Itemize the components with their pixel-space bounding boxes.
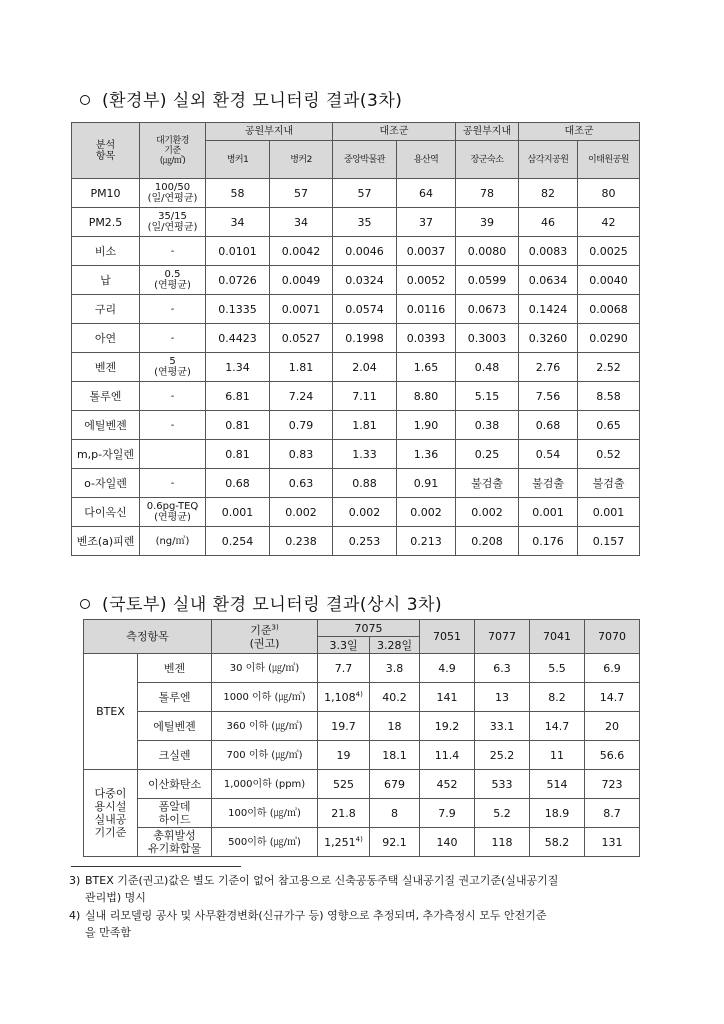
row-value: 0.68	[206, 469, 270, 498]
row-value: 141	[420, 683, 475, 712]
row-standard: -	[140, 411, 206, 440]
header-site: 병커1	[206, 141, 270, 179]
row-value: 0.0324	[333, 266, 397, 295]
row-value: 56.6	[585, 741, 640, 770]
table-row	[84, 712, 640, 741]
row-value: 0.001	[206, 498, 270, 527]
row-value: 0.001	[519, 498, 578, 527]
row-value: 0.208	[456, 527, 519, 556]
row-value: 2.76	[519, 353, 578, 382]
row-value: 25.2	[475, 741, 530, 770]
row-value: 0.38	[456, 411, 519, 440]
row-value: 0.0025	[578, 237, 640, 266]
row-value: 0.0634	[519, 266, 578, 295]
circle-bullet-icon	[80, 95, 90, 105]
row-standard: -	[140, 382, 206, 411]
row-value: 1.33	[333, 440, 397, 469]
header-unit-7051: 7051	[420, 620, 475, 654]
row-value: 0.0726	[206, 266, 270, 295]
row-value: 34	[270, 208, 333, 237]
table-row	[84, 741, 640, 770]
row-value-date2: 40.2	[370, 683, 420, 712]
row-value-date1: 1,251$^{4)}$	[318, 828, 370, 857]
row-value: 0.0046	[333, 237, 397, 266]
row-value-date2: 8	[370, 799, 420, 828]
row-standard: 500이하 (㎍/㎥)	[212, 828, 318, 857]
row-value: 0.254	[206, 527, 270, 556]
row-value: 723	[585, 770, 640, 799]
row-standard: 100/50 (일/연평균)	[140, 179, 206, 208]
row-value: 0.0049	[270, 266, 333, 295]
row-value: 0.65	[578, 411, 640, 440]
row-value: 18.9	[530, 799, 585, 828]
row-value: 불검출	[578, 469, 640, 498]
row-value-date2: 3.8	[370, 654, 420, 683]
row-value: 8.58	[578, 382, 640, 411]
row-value: 0.238	[270, 527, 333, 556]
table-row	[72, 382, 640, 411]
footnote-4: 4) 실내 리모델링 공사 및 사무환경변화(신규가구 등) 영향으로 추정되며, 추가측정시 모두 안전기준 을 만족함	[69, 909, 547, 939]
table-row	[72, 179, 640, 208]
row-value: 0.0116	[397, 295, 456, 324]
row-value: 4.9	[420, 654, 475, 683]
row-value: 1.36	[397, 440, 456, 469]
row-value: 58	[206, 179, 270, 208]
row-value: 37	[397, 208, 456, 237]
row-value: 0.3003	[456, 324, 519, 353]
footnote-3: 3) BTEX 기준(권고)값은 별도 기준이 없어 참고용으로 신축공동주택 실내공기질 권고기준(실내공기질 관리법) 명시	[69, 874, 559, 904]
row-value: 11.4	[420, 741, 475, 770]
row-value: 7.24	[270, 382, 333, 411]
table-row	[72, 440, 640, 469]
row-value: 0.3260	[519, 324, 578, 353]
row-standard: 0.6pg-TEQ (연평균)	[140, 498, 206, 527]
row-item: 구리	[72, 295, 140, 324]
row-value: 13	[475, 683, 530, 712]
row-standard: 1000 이하 (㎍/㎥)	[212, 683, 318, 712]
row-value: 64	[397, 179, 456, 208]
row-value: 8.80	[397, 382, 456, 411]
row-item: 이산화탄소	[138, 770, 212, 799]
section2-heading	[80, 590, 442, 615]
row-standard: 360 이하 (㎍/㎥)	[212, 712, 318, 741]
row-value: 0.253	[333, 527, 397, 556]
table-row	[84, 828, 640, 857]
row-value: 58.2	[530, 828, 585, 857]
header-site: 삼각지공원	[519, 141, 578, 179]
row-value: 0.213	[397, 527, 456, 556]
row-value: 0.0673	[456, 295, 519, 324]
header-unit-7070: 7070	[585, 620, 640, 654]
header-group-control2: 대조군	[519, 123, 640, 141]
row-item: 다이옥신	[72, 498, 140, 527]
row-value: 불검출	[519, 469, 578, 498]
row-value: 0.0080	[456, 237, 519, 266]
table-row	[72, 527, 640, 556]
row-standard: -	[140, 324, 206, 353]
row-value: 1.90	[397, 411, 456, 440]
row-value: 0.157	[578, 527, 640, 556]
row-item: PM10	[72, 179, 140, 208]
row-item: 총휘발성 유기화합물	[138, 828, 212, 857]
row-item: 벤젠	[138, 654, 212, 683]
row-value: 0.1335	[206, 295, 270, 324]
row-value: 35	[333, 208, 397, 237]
row-value: 0.0068	[578, 295, 640, 324]
row-value: 1.81	[333, 411, 397, 440]
row-value: 0.002	[397, 498, 456, 527]
row-value: 14.7	[530, 712, 585, 741]
row-item: 폼알데 하이드	[138, 799, 212, 828]
row-standard: 100이하 (㎍/㎥)	[212, 799, 318, 828]
row-standard: (ng/㎥)	[140, 527, 206, 556]
row-value: 7.56	[519, 382, 578, 411]
table-row	[84, 654, 640, 683]
row-value: 118	[475, 828, 530, 857]
row-item: 톨루엔	[72, 382, 140, 411]
header-site: 장군숙소	[456, 141, 519, 179]
header-standard2: 기준$^{3)}$ (권고)	[212, 620, 318, 654]
row-value: 0.0393	[397, 324, 456, 353]
row-value: 0.48	[456, 353, 519, 382]
row-item: 크실렌	[138, 741, 212, 770]
row-value: 5.15	[456, 382, 519, 411]
header-site: 용산역	[397, 141, 456, 179]
row-value: 0.79	[270, 411, 333, 440]
table-row	[84, 683, 640, 712]
header-standard: 대기환경 기준 (㎍/㎥)	[140, 123, 206, 179]
row-value-date1: 21.8	[318, 799, 370, 828]
row-value: 2.52	[578, 353, 640, 382]
row-standard: -	[140, 237, 206, 266]
row-value: 0.002	[333, 498, 397, 527]
row-value: 0.63	[270, 469, 333, 498]
row-value: 0.0290	[578, 324, 640, 353]
row-value: 0.002	[270, 498, 333, 527]
outdoor-monitoring-table	[71, 122, 640, 556]
row-value: 6.81	[206, 382, 270, 411]
footnote-divider	[71, 866, 241, 867]
header-item: 분석 항목	[72, 123, 140, 179]
row-standard: 30 이하 (㎍/㎥)	[212, 654, 318, 683]
row-value: 0.1424	[519, 295, 578, 324]
row-value: 1.34	[206, 353, 270, 382]
table-row	[72, 324, 640, 353]
row-value: 0.54	[519, 440, 578, 469]
row-value: 5.2	[475, 799, 530, 828]
row-standard: 700 이하 (㎍/㎥)	[212, 741, 318, 770]
row-value: 42	[578, 208, 640, 237]
row-standard: -	[140, 469, 206, 498]
row-item: 아연	[72, 324, 140, 353]
row-value-date2: 679	[370, 770, 420, 799]
row-value: 57	[270, 179, 333, 208]
row-value: 0.25	[456, 440, 519, 469]
group-label: BTEX	[84, 654, 138, 770]
row-value-date1: 7.7	[318, 654, 370, 683]
row-value: 0.0527	[270, 324, 333, 353]
row-value: 0.0040	[578, 266, 640, 295]
header-date-2: 3.28일	[370, 637, 420, 654]
row-value: 0.0071	[270, 295, 333, 324]
row-value: 0.0083	[519, 237, 578, 266]
row-value: 14.7	[585, 683, 640, 712]
table-row	[72, 295, 640, 324]
row-item: PM2.5	[72, 208, 140, 237]
section2-title: (국토부) 실내 환경 모니터링 결과(상시 3차)	[102, 595, 443, 615]
header-unit-7041: 7041	[530, 620, 585, 654]
header-site: 중앙박물관	[333, 141, 397, 179]
row-item: o-자일렌	[72, 469, 140, 498]
row-standard: 35/15 (일/연평균)	[140, 208, 206, 237]
table-row	[72, 353, 640, 382]
table-row	[72, 266, 640, 295]
row-value: 20	[585, 712, 640, 741]
row-value-date1: 19.7	[318, 712, 370, 741]
row-value: 0.91	[397, 469, 456, 498]
row-standard: -	[140, 295, 206, 324]
table-row	[72, 237, 640, 266]
row-value: 0.1998	[333, 324, 397, 353]
row-value: 6.3	[475, 654, 530, 683]
row-value: 0.001	[578, 498, 640, 527]
row-value: 5.5	[530, 654, 585, 683]
row-item: m,p-자일렌	[72, 440, 140, 469]
header-date-1: 3.3일	[318, 637, 370, 654]
row-value: 7.9	[420, 799, 475, 828]
row-value: 8.2	[530, 683, 585, 712]
row-standard: 0.5 (연평균)	[140, 266, 206, 295]
row-standard: 5 (연평균)	[140, 353, 206, 382]
header-group-park1: 공원부지내	[206, 123, 333, 141]
row-item: 에틸벤젠	[72, 411, 140, 440]
indoor-monitoring-table	[83, 619, 640, 857]
row-value: 2.04	[333, 353, 397, 382]
row-value-date1: 19	[318, 741, 370, 770]
table-row	[72, 208, 640, 237]
row-item: 에틸벤젠	[138, 712, 212, 741]
row-value: 0.002	[456, 498, 519, 527]
row-value: 57	[333, 179, 397, 208]
row-value: 19.2	[420, 712, 475, 741]
row-value: 0.81	[206, 440, 270, 469]
row-value: 0.4423	[206, 324, 270, 353]
row-value: 1.65	[397, 353, 456, 382]
row-value: 0.0599	[456, 266, 519, 295]
circle-bullet-icon	[80, 599, 90, 609]
row-standard	[140, 440, 206, 469]
row-value: 514	[530, 770, 585, 799]
row-value: 82	[519, 179, 578, 208]
row-value-date2: 18.1	[370, 741, 420, 770]
row-item: 납	[72, 266, 140, 295]
header-site: 이태원공원	[578, 141, 640, 179]
group-label: 다중이 용시설 실내공 기기준	[84, 770, 138, 857]
row-item: 벤조(a)피렌	[72, 527, 140, 556]
row-value: 1.81	[270, 353, 333, 382]
row-value: 0.0101	[206, 237, 270, 266]
row-value: 불검출	[456, 469, 519, 498]
row-value: 0.0037	[397, 237, 456, 266]
section1-heading	[80, 86, 402, 111]
row-standard: 1,000이하 (ppm)	[212, 770, 318, 799]
header-unit-7077: 7077	[475, 620, 530, 654]
row-value: 39	[456, 208, 519, 237]
row-value: 7.11	[333, 382, 397, 411]
row-value-date2: 92.1	[370, 828, 420, 857]
row-value: 0.52	[578, 440, 640, 469]
row-item: 톨루엔	[138, 683, 212, 712]
table-row	[72, 411, 640, 440]
row-item: 벤젠	[72, 353, 140, 382]
row-value-date2: 18	[370, 712, 420, 741]
row-value: 8.7	[585, 799, 640, 828]
row-value: 0.0042	[270, 237, 333, 266]
table-row	[72, 469, 640, 498]
row-value: 11	[530, 741, 585, 770]
row-value-date1: 1,108$^{4)}$	[318, 683, 370, 712]
row-value: 452	[420, 770, 475, 799]
header-unit-7075: 7075	[318, 620, 420, 637]
row-value: 0.176	[519, 527, 578, 556]
header-group-park2: 공원부지내	[456, 123, 519, 141]
row-item: 비소	[72, 237, 140, 266]
row-value: 0.0052	[397, 266, 456, 295]
row-value: 131	[585, 828, 640, 857]
table-row	[84, 799, 640, 828]
row-value: 33.1	[475, 712, 530, 741]
header-group-control1: 대조군	[333, 123, 456, 141]
row-value: 78	[456, 179, 519, 208]
row-value: 34	[206, 208, 270, 237]
table-row	[84, 770, 640, 799]
row-value: 0.68	[519, 411, 578, 440]
row-value: 46	[519, 208, 578, 237]
row-value: 0.81	[206, 411, 270, 440]
table-row	[72, 498, 640, 527]
row-value: 6.9	[585, 654, 640, 683]
row-value: 140	[420, 828, 475, 857]
section1-title: (환경부) 실외 환경 모니터링 결과(3차)	[102, 91, 403, 111]
header-site: 병커2	[270, 141, 333, 179]
row-value: 0.0574	[333, 295, 397, 324]
row-value: 533	[475, 770, 530, 799]
row-value: 0.83	[270, 440, 333, 469]
row-value-date1: 525	[318, 770, 370, 799]
row-value: 80	[578, 179, 640, 208]
row-value: 0.88	[333, 469, 397, 498]
header-measure-item: 측정항목	[84, 620, 212, 654]
